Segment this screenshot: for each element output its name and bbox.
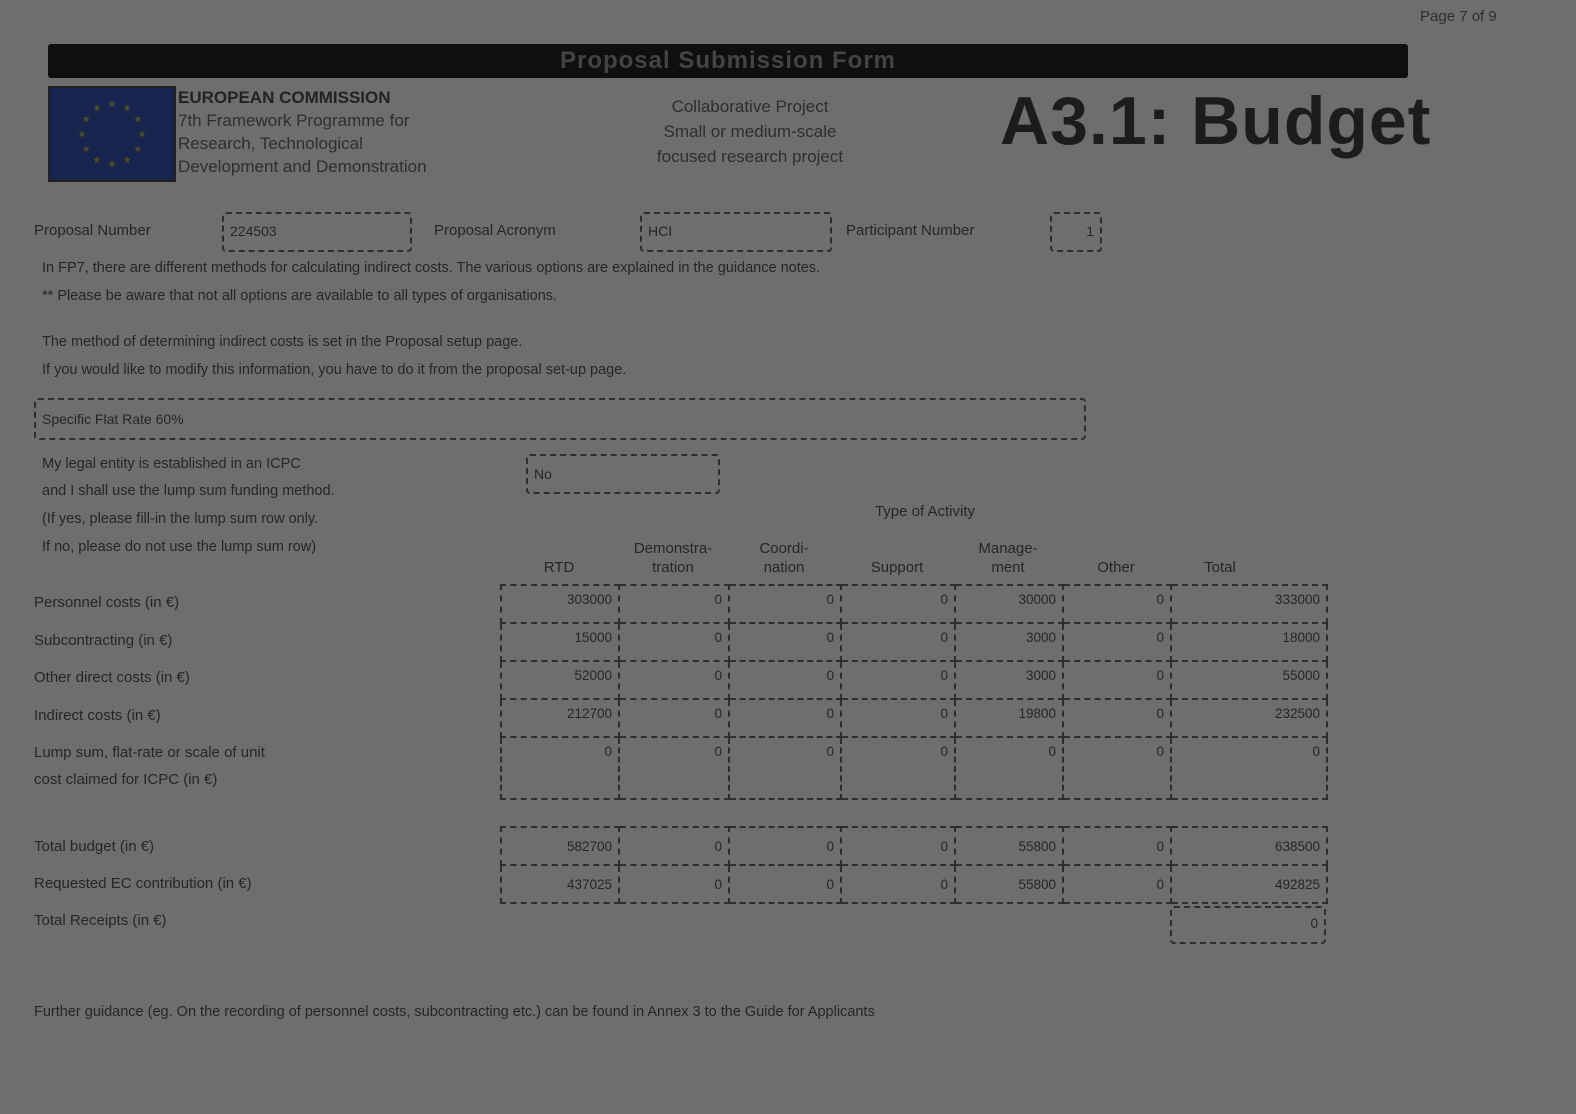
budget-cell[interactable]: 0: [841, 737, 955, 799]
budget-cell[interactable]: 15000: [501, 623, 619, 661]
star-icon: [123, 104, 131, 111]
table-row: [501, 865, 1327, 903]
totals-table: [500, 826, 1328, 904]
total-cell: 0: [1063, 865, 1171, 903]
budget-cell[interactable]: 0: [619, 585, 729, 623]
budget-cell[interactable]: 303000: [501, 585, 619, 623]
indirect-cost-method-field: Specific Flat Rate 60%: [34, 398, 1086, 440]
row-total-cell: 333000: [1171, 585, 1327, 623]
total-cell: 0: [619, 865, 729, 903]
total-cell: 0: [729, 827, 841, 865]
org-line: 7th Framework Programme for: [178, 111, 410, 130]
method-note-2: If you would like to modify this information, you have to do it from the proposal set-up page.: [42, 362, 627, 378]
org-line: EUROPEAN COMMISSION: [178, 88, 391, 107]
legal-entity-note-3: (If yes, please fill-in the lump sum row only.: [42, 511, 319, 527]
budget-cell[interactable]: 52000: [501, 661, 619, 699]
row-total-cell: 18000: [1171, 623, 1327, 661]
budget-cell[interactable]: 3000: [955, 623, 1063, 661]
total-cell: 0: [619, 827, 729, 865]
page-number: Page 7 of 9: [1420, 8, 1497, 25]
column-header-total: Total: [1204, 559, 1236, 576]
budget-cell[interactable]: 0: [1063, 585, 1171, 623]
form-banner: Proposal Submission Form: [48, 44, 1408, 78]
total-cell: 0: [841, 865, 955, 903]
table-row: [501, 737, 1327, 799]
indirect-costs-note-2: [42, 288, 557, 304]
activity-type-label: Type of Activity: [874, 503, 976, 520]
budget-cell[interactable]: 0: [619, 737, 729, 799]
row-label-personnel: Personnel costs (in €): [34, 594, 180, 611]
row-label-other-direct: Other direct costs (in €): [34, 669, 190, 686]
budget-cell[interactable]: 0: [841, 661, 955, 699]
star-icon: [93, 156, 101, 163]
budget-cell[interactable]: 0: [841, 585, 955, 623]
row-label-lump-sum: Lump sum, flat-rate or scale of unit cost claimed for ICPC (in €): [34, 744, 265, 788]
table-row: [501, 585, 1327, 623]
guidance-note: Further guidance (eg. On the recording of personnel costs, subcontracting etc.) can be found in Annex 3 to the Guide for Applicants: [34, 1004, 875, 1020]
table-row: [501, 623, 1327, 661]
star-icon: [82, 115, 90, 122]
star-icon: [108, 100, 116, 107]
budget-table: [500, 584, 1328, 800]
project-type-line: Collaborative Project: [671, 97, 829, 116]
total-cell: 437025: [501, 865, 619, 903]
budget-cell[interactable]: 0: [619, 661, 729, 699]
budget-cell[interactable]: 0: [1063, 737, 1171, 799]
budget-cell[interactable]: 0: [501, 737, 619, 799]
budget-cell[interactable]: 0: [729, 623, 841, 661]
indirect-costs-note: In FP7, there are different methods for calculating indirect costs. The various options are explained in the guidance notes.: [42, 260, 821, 276]
row-label-subcontracting: Subcontracting (in €): [34, 632, 173, 649]
column-header-management: Manage- ment: [978, 540, 1038, 576]
budget-cell[interactable]: 212700: [501, 699, 619, 737]
org-line: Research, Technological: [178, 134, 363, 153]
participant-number-label: Participant Number: [846, 222, 975, 239]
star-icon: [78, 130, 86, 137]
star-icon: [138, 130, 146, 137]
column-header-support: Support: [870, 559, 924, 576]
project-type-block: [560, 94, 940, 169]
row-label-receipts: Total Receipts (in €): [34, 912, 167, 929]
receipts-total-cell: 0: [1170, 906, 1326, 944]
column-header-rtd: RTD: [543, 559, 575, 576]
proposal-number-label: Proposal Number: [34, 222, 151, 239]
legal-entity-note-2: and I shall use the lump sum funding method.: [42, 483, 335, 499]
row-total-cell: 232500: [1171, 699, 1327, 737]
budget-cell[interactable]: 0: [841, 699, 955, 737]
budget-cell[interactable]: 0: [841, 623, 955, 661]
total-cell: 492825: [1171, 865, 1327, 903]
asterisk-mark: **: [42, 288, 54, 304]
budget-cell[interactable]: 3000: [955, 661, 1063, 699]
eu-stars-icon: [50, 88, 174, 180]
total-cell: 582700: [501, 827, 619, 865]
column-header-demonstration: Demonstra- tration: [633, 540, 713, 576]
row-label-ec-contribution: Requested EC contribution (in €): [34, 875, 252, 892]
star-icon: [108, 160, 116, 167]
total-cell: 638500: [1171, 827, 1327, 865]
budget-cell[interactable]: 0: [619, 699, 729, 737]
table-row: [501, 699, 1327, 737]
method-note: The method of determining indirect costs is set in the Proposal setup page.: [42, 334, 523, 350]
total-cell: 55800: [955, 865, 1063, 903]
budget-cell[interactable]: 0: [729, 699, 841, 737]
participant-number-field[interactable]: 1: [1050, 212, 1102, 252]
lump-sum-select[interactable]: No: [526, 454, 720, 494]
table-row: [501, 827, 1327, 865]
eu-flag-logo: [48, 86, 176, 182]
total-cell: 0: [1063, 827, 1171, 865]
indirect-costs-note-2-text: Please be aware that not all options are available to all types of organisations.: [57, 288, 558, 304]
row-total-cell: 55000: [1171, 661, 1327, 699]
budget-cell[interactable]: 0: [619, 623, 729, 661]
star-icon: [134, 115, 142, 122]
budget-cell[interactable]: 30000: [955, 585, 1063, 623]
budget-cell[interactable]: 0: [1063, 623, 1171, 661]
star-icon: [123, 156, 131, 163]
proposal-acronym-label: Proposal Acronym: [434, 222, 556, 239]
project-type-line: Small or medium-scale: [663, 122, 837, 141]
budget-cell[interactable]: 19800: [955, 699, 1063, 737]
legal-entity-note-4: If no, please do not use the lump sum row): [42, 539, 317, 555]
total-cell: 55800: [955, 827, 1063, 865]
proposal-number-field[interactable]: 224503: [222, 212, 412, 252]
budget-cell[interactable]: 0: [1063, 699, 1171, 737]
form-title: A3.1: Budget: [1000, 83, 1432, 159]
star-icon: [82, 145, 90, 152]
total-cell: 0: [729, 865, 841, 903]
table-row: [501, 661, 1327, 699]
project-type-line: focused research project: [656, 147, 844, 166]
row-total-cell: 0: [1171, 737, 1327, 799]
org-line: Development and Demonstration: [178, 157, 427, 176]
legal-entity-note: My legal entity is established in an ICPC: [42, 456, 301, 472]
budget-cell[interactable]: 0: [729, 737, 841, 799]
budget-cell[interactable]: 0: [729, 661, 841, 699]
organisation-block: [178, 86, 427, 178]
budget-cell[interactable]: 0: [955, 737, 1063, 799]
row-label-indirect: Indirect costs (in €): [34, 707, 161, 724]
star-icon: [93, 104, 101, 111]
column-header-other: Other: [1097, 559, 1135, 576]
star-icon: [134, 145, 142, 152]
budget-cell[interactable]: 0: [729, 585, 841, 623]
total-cell: 0: [841, 827, 955, 865]
proposal-acronym-field[interactable]: HCI: [640, 212, 832, 252]
column-header-coordination: Coordi- nation: [759, 540, 809, 576]
budget-cell[interactable]: 0: [1063, 661, 1171, 699]
row-label-total-budget: Total budget (in €): [34, 838, 155, 855]
